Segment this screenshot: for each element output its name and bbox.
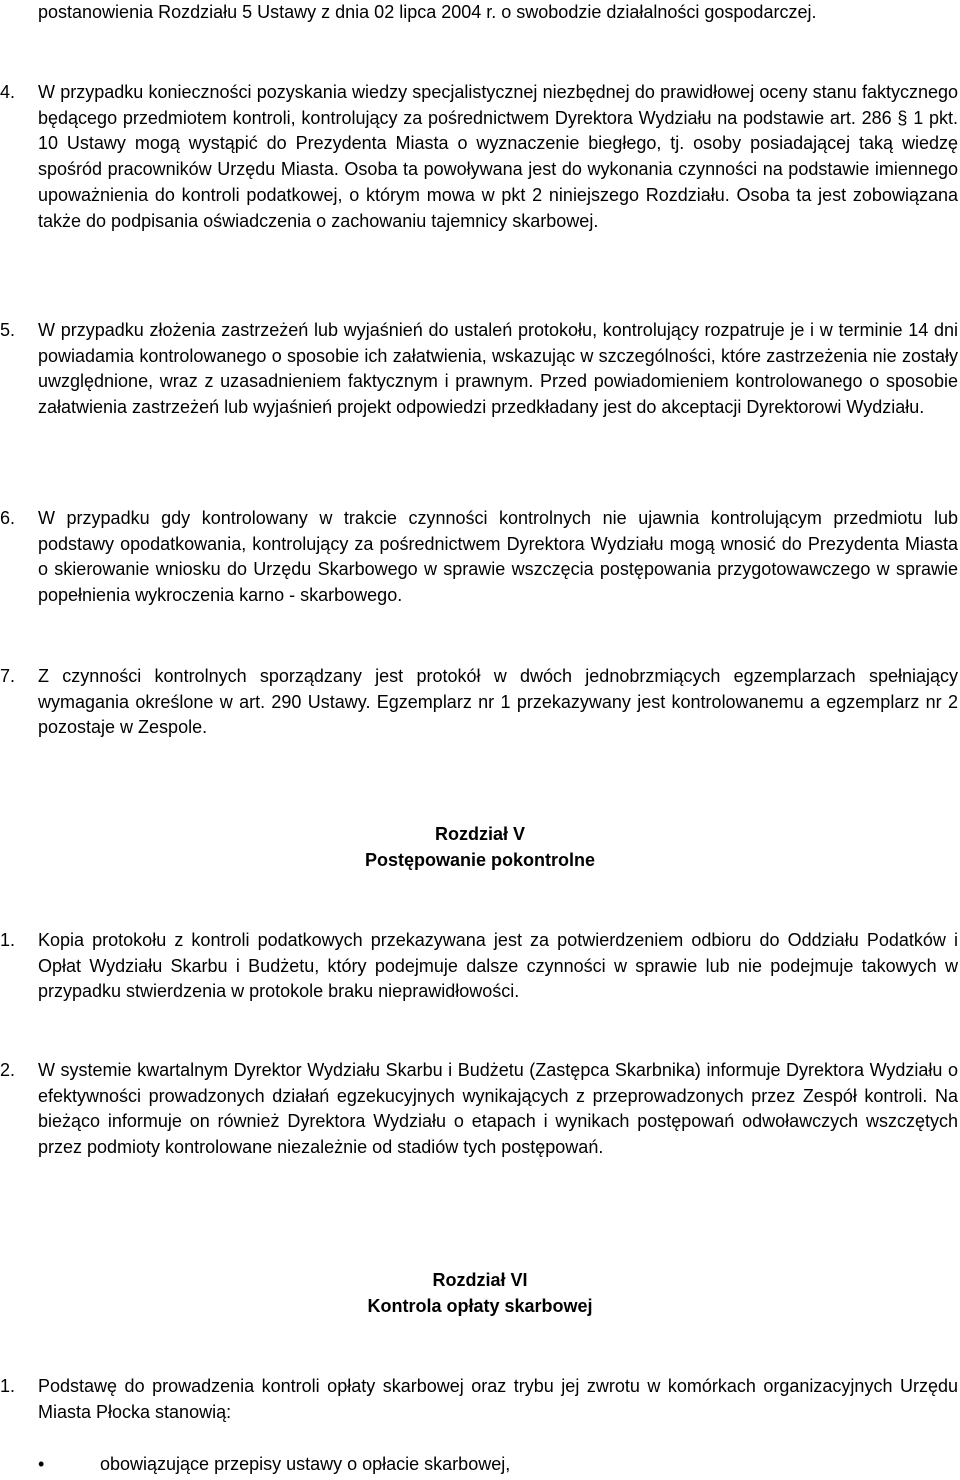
item-number: 5.	[0, 320, 16, 340]
list-item	[0, 664, 960, 741]
item-number: 6.	[0, 508, 16, 528]
item-number: 7.	[0, 666, 16, 686]
list-item	[0, 928, 960, 1005]
item-text: Kopia protokołu z kontroli podatkowych przekazywana jest za potwierdzeniem odbioru do Oddziału Podatków i Opłat Wydziału Skarbu i Budżetu, który podejmuje dalsze czynności w sprawie lub nie podejmuje takowych w przypadku stwierdzenia w protokole braku nieprawidłowości.	[38, 930, 958, 1002]
item-text: Podstawę do prowadzenia kontroli opłaty skarbowej oraz trybu jej zwrotu w komórkach organizacyjnych Urzędu Miasta Płocka stanowią:	[38, 1376, 958, 1422]
item-number: 4.	[0, 82, 16, 102]
item-text: W systemie kwartalnym Dyrektor Wydziału Skarbu i Budżetu (Zastępca Skarbnika) informuje Dyrektora Wydziału o efektywności prowadzonych działań egzekucyjnych wynikających z przeprowadzonych przez Zespół kontroli. Na bieżąco informuje on również Dyrektora Wydziału o etapach i wynikach postępowań odwoławczych wszczętych przez podmioty kontrolowane niezależnie od stadiów tych postępowań.	[38, 1060, 958, 1158]
bullet-item	[0, 1452, 960, 1478]
chapter-title: Rozdział V	[434, 824, 525, 844]
item-text: W przypadku złożenia zastrzeżeń lub wyjaśnień do ustaleń protokołu, kontrolujący rozpatruje je i w terminie 14 dni powiadamia kontrolowanego o sposobie ich załatwienia, wskazując w szczególności, które zastrzeżenia nie zostały uwzględnione, wraz z uzasadnieniem faktycznym i prawnym. Przed powiadomieniem kontrolowanego o sposobie załatwienia zastrzeżeń lub wyjaśnień projekt odpowiedzi przedkładany jest do akceptacji Dyrektorowi Wydziału.	[38, 320, 958, 418]
item-text: Z czynności kontrolnych sporządzany jest protokół w dwóch jednobrzmiących egzemplarzach spełniający wymagania określone w art. 290 Ustawy. Egzemplarz nr 1 przekazywany jest kontrolowanemu a egzemplarz nr 2 pozostaje w Zespole.	[38, 666, 958, 738]
list-item	[0, 1374, 960, 1425]
chapter-subtitle: Kontrola opłaty skarbowej	[367, 1296, 593, 1316]
intro-continuation-text: postanowienia Rozdziału 5 Ustawy z dnia 02 lipca 2004 r. o swobodzie działalności gospodarczej.	[38, 2, 817, 22]
list-item	[0, 506, 960, 609]
item-number: 2.	[0, 1060, 16, 1080]
bullet-icon: •	[38, 1454, 45, 1474]
chapter-title: Rozdział VI	[432, 1270, 528, 1290]
item-text: W przypadku gdy kontrolowany w trakcie czynności kontrolnych nie ujawnia kontrolującym przedmiotu lub podstawy opodatkowania, kontrolujący za pośrednictwem Dyrektora Wydziału mogą wnosić do Prezydenta Miasta o skierowanie wniosku do Urzędu Skarbowego w sprawie wszczęcia postępowania przygotowawczego w sprawie popełnienia wykroczenia karno - skarbowego.	[38, 508, 958, 606]
bullet-text: obowiązujące przepisy ustawy o opłacie skarbowej,	[100, 1454, 511, 1474]
item-text: W przypadku konieczności pozyskania wiedzy specjalistycznej niezbędnej do prawidłowej oceny stanu faktycznego będącego przedmiotem kontroli, kontrolujący za pośrednictwem Dyrektora Wydziału na podstawie art. 286 § 1 pkt. 10 Ustawy mogą wystąpić do Prezydenta Miasta o wyznaczenie biegłego, tj. osoby posiadającej taką wiedzę spośród pracowników Urzędu Miasta. Osoba ta powoływana jest do wykonania czynności na podstawie imiennego upoważnienia do kontroli podatkowej, o którym mowa w pkt 2 niniejszego Rozdziału. Osoba ta jest zobowiązana także do podpisania oświadczenia o zachowaniu tajemnicy skarbowej.	[38, 82, 958, 231]
list-item	[0, 1058, 960, 1161]
item-number: 1.	[0, 930, 16, 950]
list-item	[0, 318, 960, 421]
item-number: 1.	[0, 1376, 16, 1396]
chapter-subtitle: Postępowanie pokontrolne	[364, 850, 596, 870]
list-item	[0, 80, 960, 234]
